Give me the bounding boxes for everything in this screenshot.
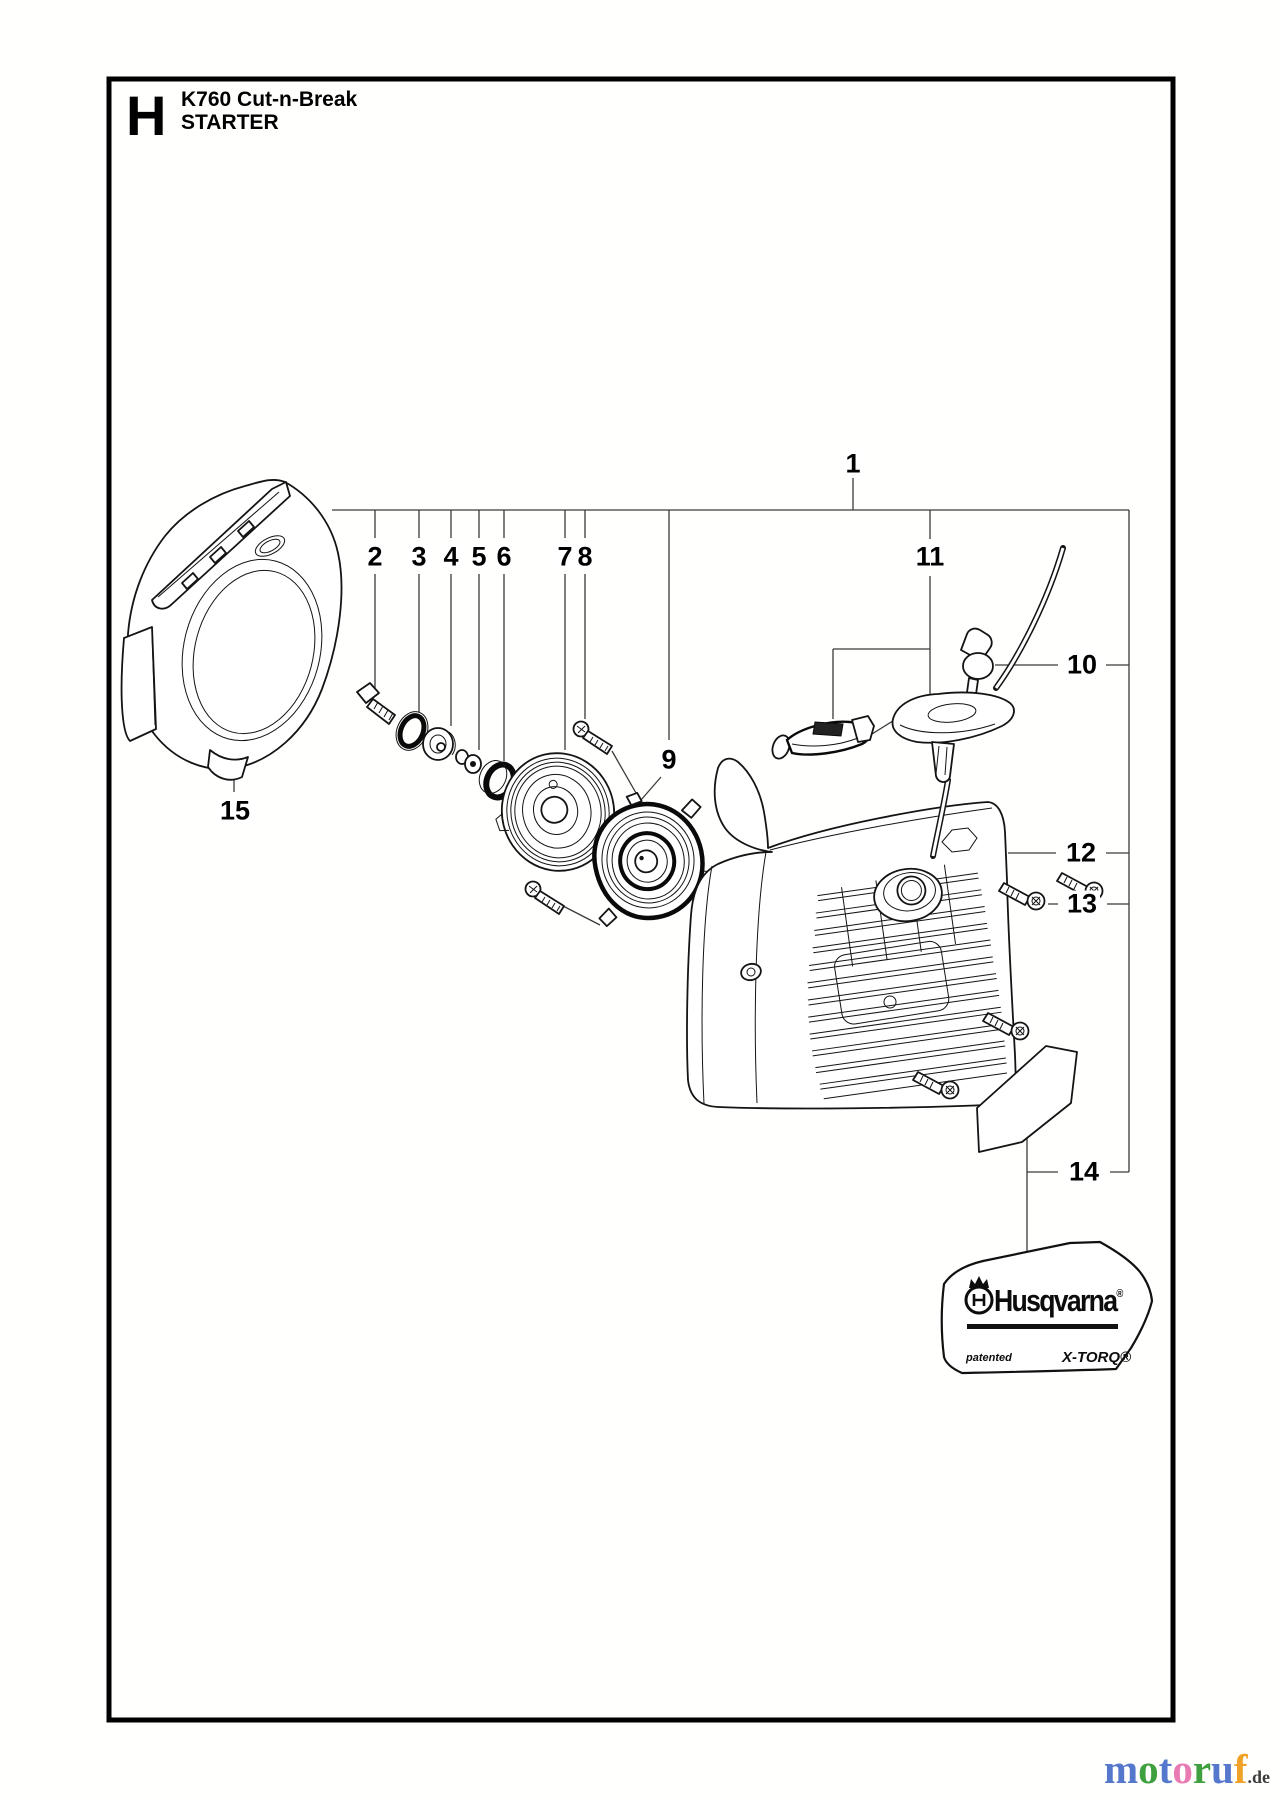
part-15-starter-cover <box>122 480 342 780</box>
model-title: K760 Cut-n-Break <box>181 88 358 111</box>
callout-7: 7 <box>554 544 575 571</box>
callout-8: 8 <box>574 544 595 571</box>
callout-12: 12 <box>1063 840 1099 867</box>
section-title: STARTER <box>181 111 279 134</box>
wm-letter: r <box>1192 1746 1212 1792</box>
wm-letter: m <box>1104 1746 1139 1792</box>
callout-3: 3 <box>408 544 429 571</box>
brand-text: Husqvarna <box>994 1283 1117 1318</box>
callout-15: 15 <box>217 798 253 825</box>
callout-1: 1 <box>842 451 863 478</box>
husqvarna-wordmark <box>994 1283 1124 1319</box>
part-2-bolt <box>357 683 395 724</box>
part-12-starter-housing <box>687 759 1016 1109</box>
label-rule <box>967 1324 1118 1329</box>
callout-4: 4 <box>440 544 461 571</box>
xtorq-text: X-TORQ® <box>1062 1349 1132 1366</box>
callout-14: 14 <box>1066 1159 1102 1186</box>
callout-5: 5 <box>468 544 489 571</box>
wm-letter: o <box>1138 1746 1159 1792</box>
motoruf-watermark[interactable] <box>1104 1746 1270 1792</box>
part-8-screw-lower <box>526 882 565 915</box>
patented-text: patented <box>966 1352 1012 1364</box>
callout-13: 13 <box>1064 891 1100 918</box>
part-11-rope-guide-clip <box>769 716 874 761</box>
callout-11: 11 <box>913 544 948 571</box>
callout-9: 9 <box>658 747 679 774</box>
part-11-handle-carrier <box>893 692 1014 782</box>
wm-letter: o <box>1172 1746 1193 1792</box>
section-letter: H <box>126 84 167 147</box>
callout-10: 10 <box>1064 652 1100 679</box>
callout-6: 6 <box>493 544 514 571</box>
wm-suffix: .de <box>1247 1767 1270 1787</box>
part-8-screw-upper <box>574 722 613 755</box>
header-title-block <box>181 88 357 134</box>
wm-letter: t <box>1158 1746 1173 1792</box>
registered-mark: ® <box>1116 1288 1124 1300</box>
part-4-hub <box>423 728 455 760</box>
callout-2: 2 <box>364 544 385 571</box>
wm-letter: u <box>1211 1746 1234 1792</box>
wm-letter: f <box>1233 1746 1248 1792</box>
part-5-washer <box>456 750 481 773</box>
